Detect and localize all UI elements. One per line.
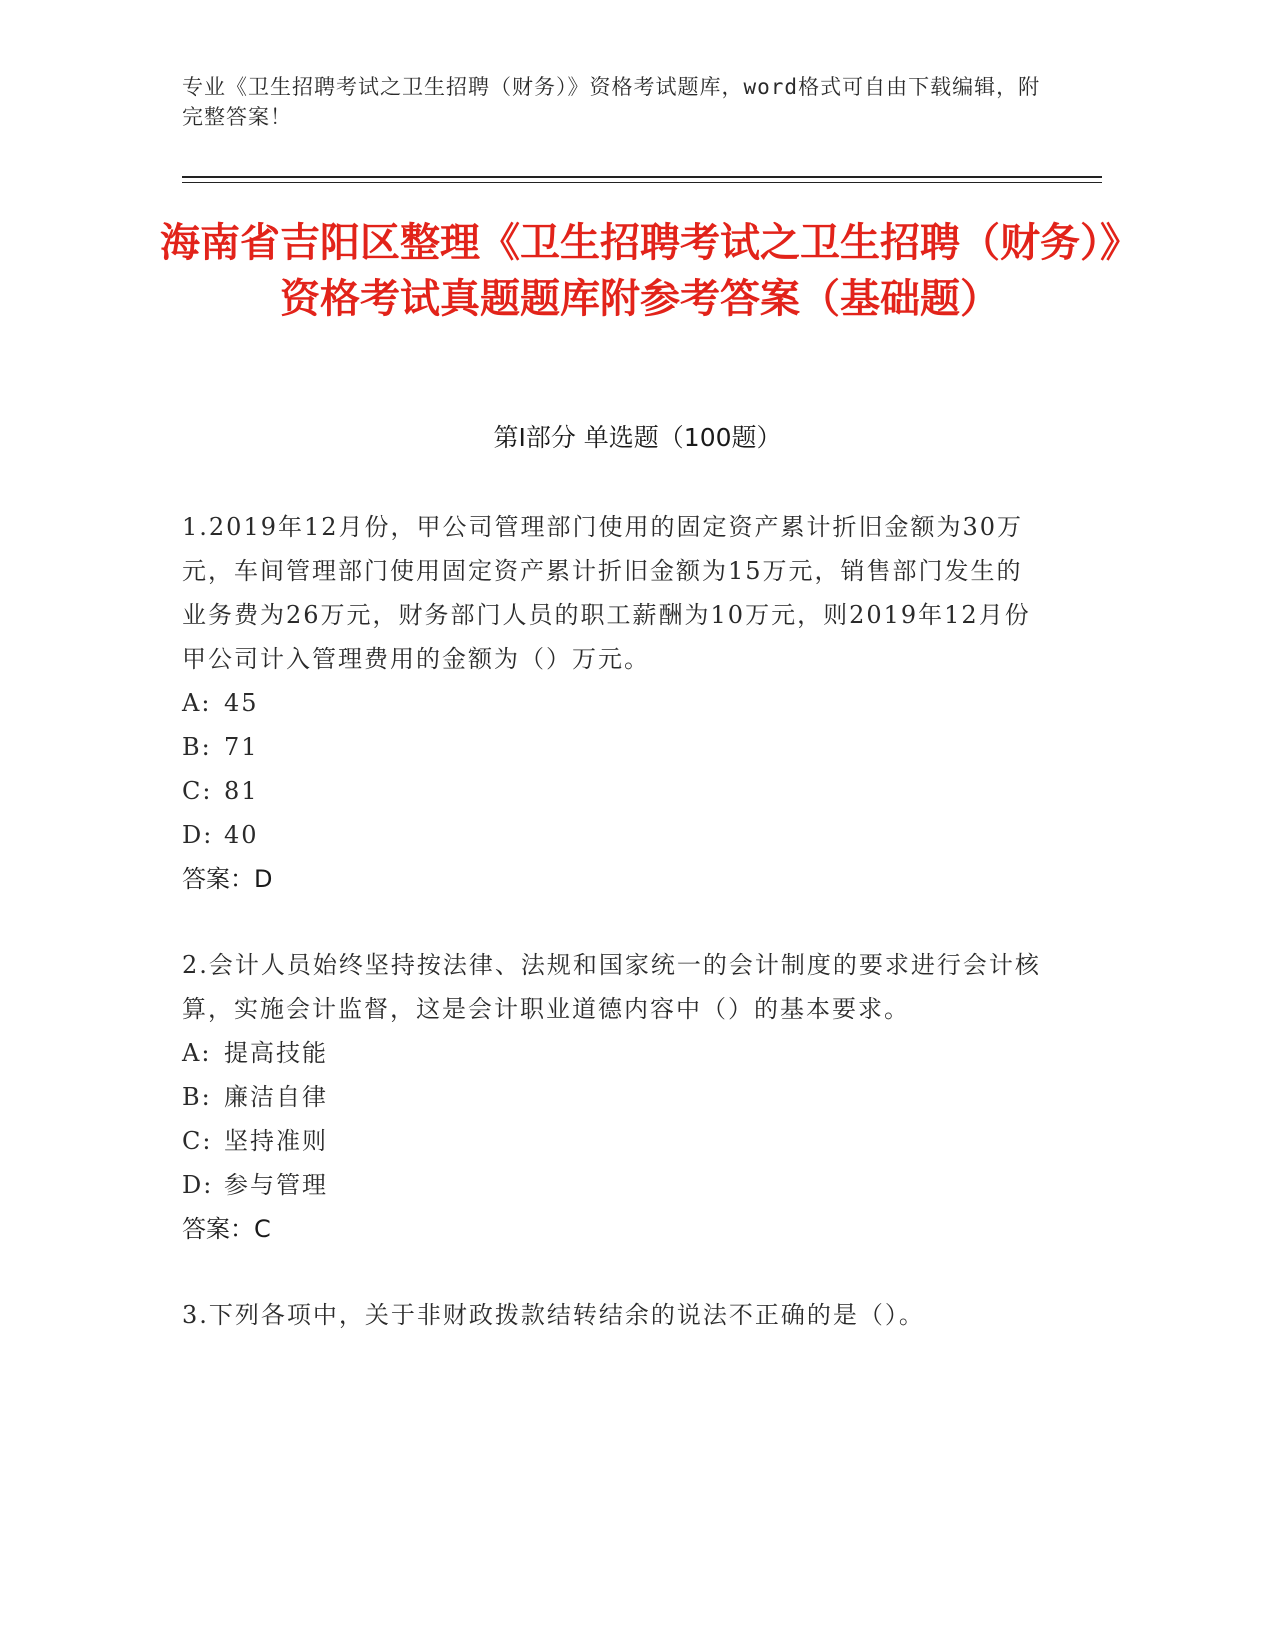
option-text: 45	[224, 689, 259, 717]
question-1	[182, 505, 1042, 901]
question-spacer	[182, 901, 1042, 943]
option-d	[182, 1163, 1042, 1207]
document-title: 海南省吉阳区整理《卫生招聘考试之卫生招聘（财务）》资格考试真题题库附参考答案（基础题）	[160, 220, 1120, 322]
header-note: 专业《卫生招聘考试之卫生招聘（财务）》资格考试题库，word格式可自由下载编辑，附完整答案！	[182, 75, 1041, 129]
section-title: 第I部分 单选题（100题）	[493, 423, 782, 452]
option-key: C:	[182, 777, 213, 805]
option-key: B:	[182, 1083, 212, 1111]
option-c	[182, 1119, 1042, 1163]
header-divider-thick	[182, 176, 1102, 178]
option-text: 坚持准则	[224, 1127, 328, 1155]
answer-line: 答案：D	[182, 865, 273, 893]
option-c	[182, 769, 1042, 813]
question-stem: 1.2019年12月份，甲公司管理部门使用的固定资产累计折旧金额为30万元，车间管理部门使用固定资产累计折旧金额为15万元，销售部门发生的业务费为26万元，财务部门人员的职工薪酬为10万元，则2019年12月份甲公司计入管理费用的金额为（）万元。	[182, 513, 1031, 673]
question-list	[182, 505, 1042, 1337]
question-stem: 3.下列各项中，关于非财政拨款结转结余的说法不正确的是（）。	[182, 1301, 925, 1329]
option-key: D:	[182, 1171, 214, 1199]
option-text: 参与管理	[224, 1171, 328, 1199]
option-key: C:	[182, 1127, 213, 1155]
option-text: 71	[224, 733, 259, 761]
option-a	[182, 1031, 1042, 1075]
question-spacer	[182, 1251, 1042, 1293]
option-text: 81	[224, 777, 259, 805]
option-key: A:	[182, 1039, 212, 1067]
question-2	[182, 943, 1042, 1251]
option-key: D:	[182, 821, 214, 849]
option-key: A:	[182, 689, 212, 717]
question-stem: 2.会计人员始终坚持按法律、法规和国家统一的会计制度的要求进行会计核算，实施会计监督，这是会计职业道德内容中（）的基本要求。	[182, 951, 1041, 1023]
option-text: 40	[224, 821, 259, 849]
option-a	[182, 681, 1042, 725]
option-d	[182, 813, 1042, 857]
answer-line: 答案：C	[182, 1215, 271, 1243]
option-b	[182, 725, 1042, 769]
option-text: 廉洁自律	[224, 1083, 328, 1111]
header-divider-thin	[182, 182, 1102, 183]
option-text: 提高技能	[224, 1039, 328, 1067]
option-b	[182, 1075, 1042, 1119]
option-key: B:	[182, 733, 212, 761]
question-3	[182, 1293, 1042, 1337]
